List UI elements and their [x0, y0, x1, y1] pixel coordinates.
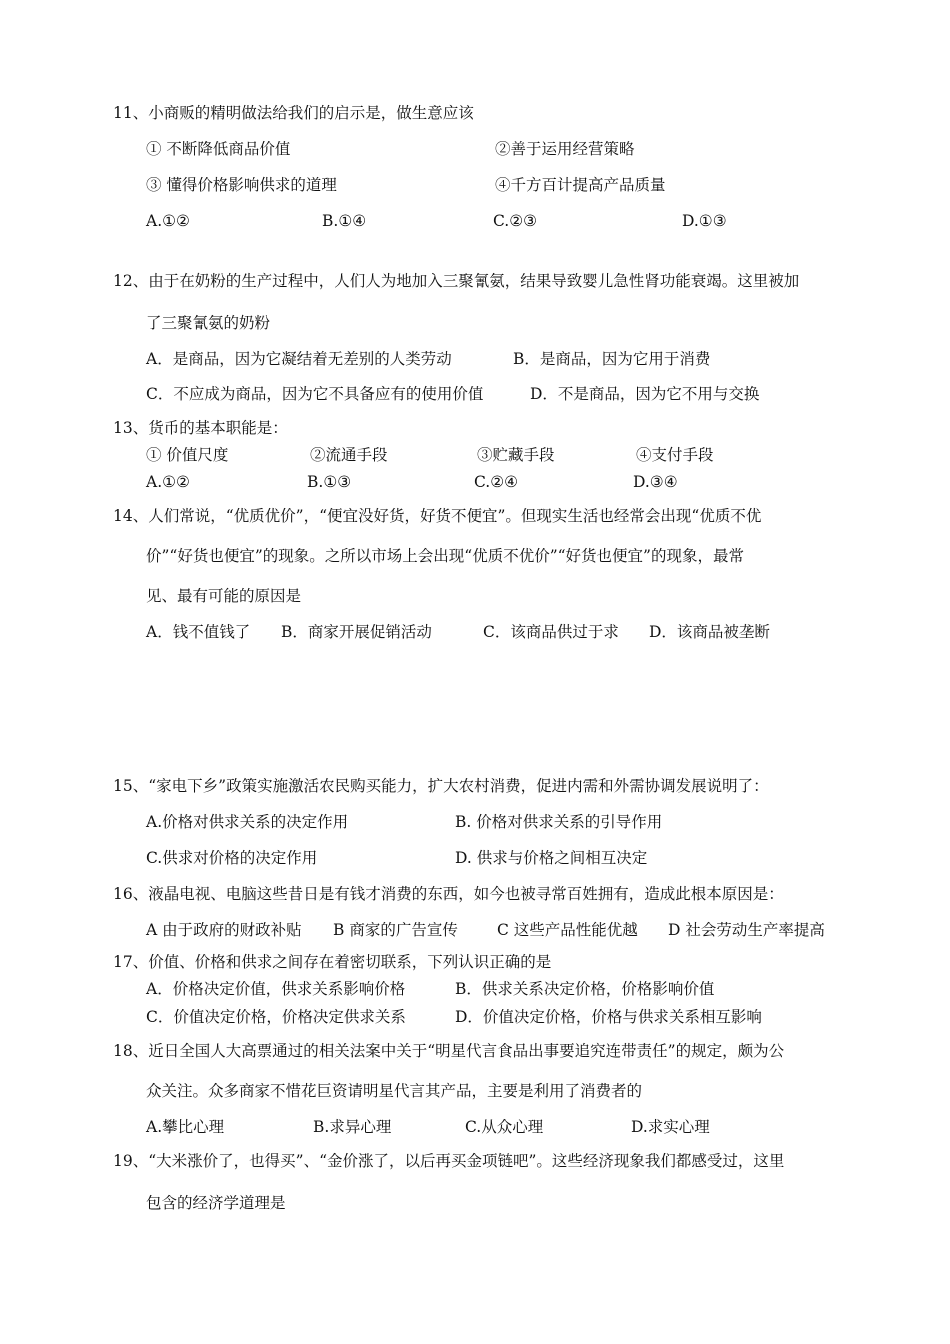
q12-choice-b: B．是商品，因为它用于消费	[513, 350, 711, 368]
q15-choice-a: A.价格对供求关系的决定作用	[146, 813, 349, 831]
q14-choice-d: D．该商品被垄断	[649, 623, 770, 641]
q16-choice-d: D 社会劳动生产率提高	[668, 921, 825, 939]
q12-choice-d: D．不是商品，因为它不用与交换	[530, 385, 760, 403]
q11-choice-a: A.①②	[146, 212, 190, 230]
q16-stem: 16、液晶电视、电脑这些昔日是有钱才消费的东西，如今也被寻常百姓拥有，造成此根本原因是：	[113, 885, 784, 903]
q13-choice-a: A.①②	[146, 473, 190, 491]
q11-choice-b: B.①④	[322, 212, 367, 230]
q11-option-2: ②善于运用经营策略	[495, 140, 635, 158]
q15-choice-d: D. 供求与价格之间相互决定	[455, 849, 648, 867]
q18-choice-d: D.求实心理	[631, 1118, 710, 1136]
q17-choice-c: C．价值决定价格，价格决定供求关系	[146, 1008, 406, 1026]
q14-choice-a: A．钱不值钱了	[146, 623, 251, 641]
q14-choice-b: B．商家开展促销活动	[281, 623, 432, 641]
q13-stem: 13、货币的基本职能是：	[113, 419, 288, 437]
q17-choice-a: A．价格决定价值，供求关系影响价格	[146, 980, 406, 998]
q12-choice-c: C．不应成为商品，因为它不具备应有的使用价值	[146, 385, 484, 403]
q16-choice-a: A 由于政府的财政补贴	[146, 921, 302, 939]
q15-choice-b: B. 价格对供求关系的引导作用	[455, 813, 663, 831]
q14-stem-line3: 见、最有可能的原因是	[146, 587, 302, 605]
q13-option-3: ③贮藏手段	[477, 446, 555, 464]
q18-stem-line1: 18、近日全国人大高票通过的相关法案中关于“明星代言食品出事要追究连带责任”的规定，颇为公	[113, 1042, 785, 1060]
q18-choice-a: A.攀比心理	[146, 1118, 225, 1136]
q11-choice-c: C.②③	[493, 212, 538, 230]
q15-choice-c: C.供求对价格的决定作用	[146, 849, 318, 867]
q11-option-4: ④千方百计提高产品质量	[495, 176, 666, 194]
q17-choice-d: D．价值决定价格，价格与供求关系相互影响	[455, 1008, 762, 1026]
q13-choice-c: C.②④	[474, 473, 519, 491]
q19-stem-line1: 19、“大米涨价了，也得买”、“金价涨了，以后再买金项链吧”。这些经济现象我们都感受过，这里	[113, 1152, 785, 1170]
q12-stem-line2: 了三聚氰氨的奶粉	[146, 314, 271, 332]
q18-choice-b: B.求异心理	[313, 1118, 392, 1136]
q12-choice-a: A．是商品，因为它凝结着无差别的人类劳动	[146, 350, 452, 368]
q12-stem-line1: 12、由于在奶粉的生产过程中，人们人为地加入三聚氰氨，结果导致婴儿急性肾功能衰竭。这里被加	[113, 272, 800, 290]
q17-stem: 17、价值、价格和供求之间存在着密切联系，下列认识正确的是	[113, 953, 552, 971]
q16-choice-b: B 商家的广告宣传	[333, 921, 458, 939]
q16-choice-c: C 这些产品性能优越	[497, 921, 638, 939]
q11-option-3: ③ 懂得价格影响供求的道理	[146, 176, 337, 194]
q19-stem-line2: 包含的经济学道理是	[146, 1194, 286, 1212]
q11-stem: 11、小商贩的精明做法给我们的启示是，做生意应该	[113, 104, 474, 122]
q13-option-2: ②流通手段	[310, 446, 388, 464]
q14-stem-line2: 价”“好货也便宜”的现象。之所以市场上会出现“优质不优价”“好货也便宜”的现象，最常	[146, 547, 744, 565]
q11-choice-d: D.①③	[682, 212, 727, 230]
q13-choice-b: B.①③	[307, 473, 352, 491]
q18-choice-c: C.从众心理	[465, 1118, 544, 1136]
q11-option-1: ① 不断降低商品价值	[146, 140, 291, 158]
q17-choice-b: B．供求关系决定价格，价格影响价值	[455, 980, 715, 998]
q18-stem-line2: 众关注。众多商家不惜花巨资请明星代言其产品，主要是利用了消费者的	[146, 1082, 643, 1100]
q14-stem-line1: 14、人们常说，“优质优价”，“便宜没好货，好货不便宜”。但现实生活也经常会出现“优质不优	[113, 507, 762, 525]
q14-choice-c: C．该商品供过于求	[483, 623, 619, 641]
q13-option-1: ① 价值尺度	[146, 446, 229, 464]
q15-stem: 15、“家电下乡”政策实施激活农民购买能力，扩大农村消费，促进内需和外需协调发展说明了：	[113, 777, 769, 795]
q13-choice-d: D.③④	[633, 473, 678, 491]
q13-option-4: ④支付手段	[636, 446, 714, 464]
